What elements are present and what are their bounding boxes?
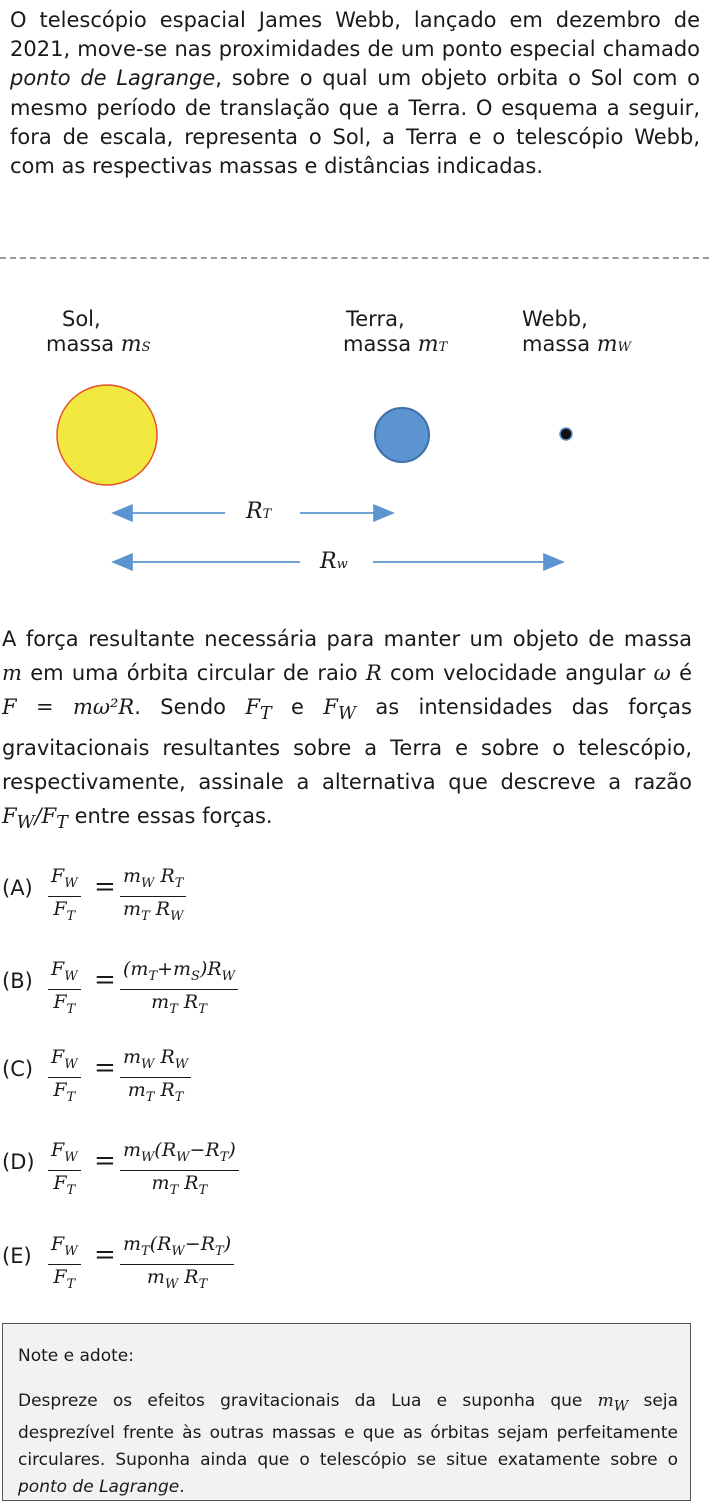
lhs-fraction [48,957,81,1022]
rw-label [320,548,348,578]
lhs-denominator: $F_T$ [48,896,81,929]
option-letter: (A) [2,876,33,900]
rhs-numerator: $(m_T+m_S)R_W$ [123,958,236,984]
orbit-diagram [0,300,709,600]
equals-sign: = [94,872,116,902]
note-term: ponto de Lagrange [18,1477,180,1498]
rhs-fraction [120,1232,234,1297]
sun-icon [57,385,157,485]
intro-term: ponto de Lagrange [10,66,216,91]
option-letter: (D) [2,1150,35,1174]
lhs-numerator: $F_W$ [51,865,78,891]
note-text-2: seja desprezível frente às outras massas e que as órbitas sejam perfeitamente circulares. Suponha ainda que o telescópio se situe exatamente sobre o [18,1391,678,1471]
option-letter: (E) [2,1244,32,1268]
body-text-8: entre essas forças. [67,804,273,829]
lhs-denominator: $F_T$ [48,1077,81,1110]
body-m: m [2,661,22,685]
rhs-denominator: $m_T$ $R_T$ [120,1170,239,1203]
option-a[interactable] [2,864,402,924]
option-b[interactable] [2,957,402,1017]
option-d[interactable] [2,1138,402,1198]
body-omega: ω [653,661,671,685]
body-text-7: as intensidades das forças gravitacionais resultantes sobre a Terra e sobre o telescópio, respectivamente, assinale a alternativa que descreve a razão [2,695,692,795]
option-letter: (B) [2,969,33,993]
earth-name: Terra, [346,307,405,331]
lhs-numerator: $F_W$ [51,1233,78,1259]
note-title: Note e adote: [18,1346,134,1366]
equals-sign: = [94,1053,116,1083]
rhs-numerator: $m_W(R_W-R_T)$ [123,1139,236,1165]
note-body [18,1388,678,1501]
webb-mass-word: massa [522,332,591,356]
lhs-denominator: $F_T$ [48,1170,81,1203]
lhs-fraction [48,864,81,929]
dashed-divider [0,257,709,259]
question-paragraph [2,622,692,840]
diagram-svg [0,300,709,600]
intro-paragraph [10,6,700,181]
lhs-denominator: $F_T$ [48,1264,81,1297]
lhs-denominator: $F_T$ [48,989,81,1022]
note-box [2,1323,691,1501]
body-text-5: . Sendo [134,695,246,719]
body-ratio: $F_W/F_T$ [2,804,68,834]
rhs-denominator: $m_W$ $R_T$ [120,1264,234,1297]
rhs-fraction [120,1138,239,1203]
intro-text-1: O telescópio espacial James Webb, lançado em dezembro de 2021, move-se nas proximidades de um ponto especial chamado [10,8,700,62]
equals-sign: = [94,1146,116,1176]
note-mw: $m_W$ [597,1391,629,1415]
earth-mass-word: massa [343,332,412,356]
option-c[interactable] [2,1045,402,1105]
rhs-numerator: $m_W$ $R_T$ [123,865,184,891]
rhs-denominator: $m_T$ $R_T$ [120,989,238,1022]
earth-mass-symbol: m [417,332,439,357]
webb-mass-symbol: m [596,332,618,357]
webb-name: Webb, [522,307,588,331]
rt-sub: T [262,507,272,522]
body-text-3: com velocidade angular [381,661,654,685]
sun-name: Sol, [62,307,101,331]
rhs-fraction [120,957,238,1022]
sun-mass-word: massa [46,332,115,356]
earth-icon [375,408,429,462]
rhs-numerator: $m_T(R_W-R_T)$ [123,1233,232,1259]
rw-symbol: R [320,549,337,574]
rhs-numerator: $m_W$ $R_W$ [123,1046,189,1072]
rt-symbol: R [246,499,263,524]
webb-mass-sub: W [617,340,632,355]
webb-icon [560,428,572,440]
lhs-numerator: $F_W$ [51,1046,78,1072]
note-text-1: Despreze os efeitos gravitacionais da Lua e suponha que [18,1391,598,1411]
sun-mass-sub: S [141,340,151,355]
body-formula: F = mω²R [2,695,135,719]
lhs-fraction [48,1138,81,1203]
rt-label [246,498,271,528]
rhs-fraction [120,864,186,929]
rhs-denominator: $m_T$ $R_W$ [120,896,186,929]
body-R: R [365,661,382,685]
body-text-4: é [670,661,692,685]
lhs-fraction [48,1045,81,1110]
sun-mass-symbol: m [120,332,142,357]
rhs-denominator: $m_T$ $R_T$ [120,1077,191,1110]
rw-sub: w [336,557,348,572]
equals-sign: = [94,1240,116,1270]
body-FT: $F_T$ [245,695,272,725]
intro-text-2: , sobre o qual um objeto orbita o Sol com o mesmo período de translação que a Terra. O esquema a seguir, fora de escala, representa o Sol, a Terra e o telescópio Webb, com as respectivas massas e distâncias indicadas. [10,66,700,179]
option-e[interactable] [2,1232,402,1292]
lhs-numerator: $F_W$ [51,1139,78,1165]
lhs-fraction [48,1232,81,1297]
equals-sign: = [94,965,116,995]
lhs-numerator: $F_W$ [51,958,78,984]
body-FW: $F_W$ [323,695,356,725]
note-text-3: . [179,1477,185,1498]
option-letter: (C) [2,1057,34,1081]
body-text-1: A força resultante necessária para manter um objeto de massa [2,627,692,651]
earth-mass-sub: T [438,340,448,355]
rhs-fraction [120,1045,191,1110]
body-text-2: em uma órbita circular de raio [21,661,366,685]
body-text-6: e [271,695,324,719]
